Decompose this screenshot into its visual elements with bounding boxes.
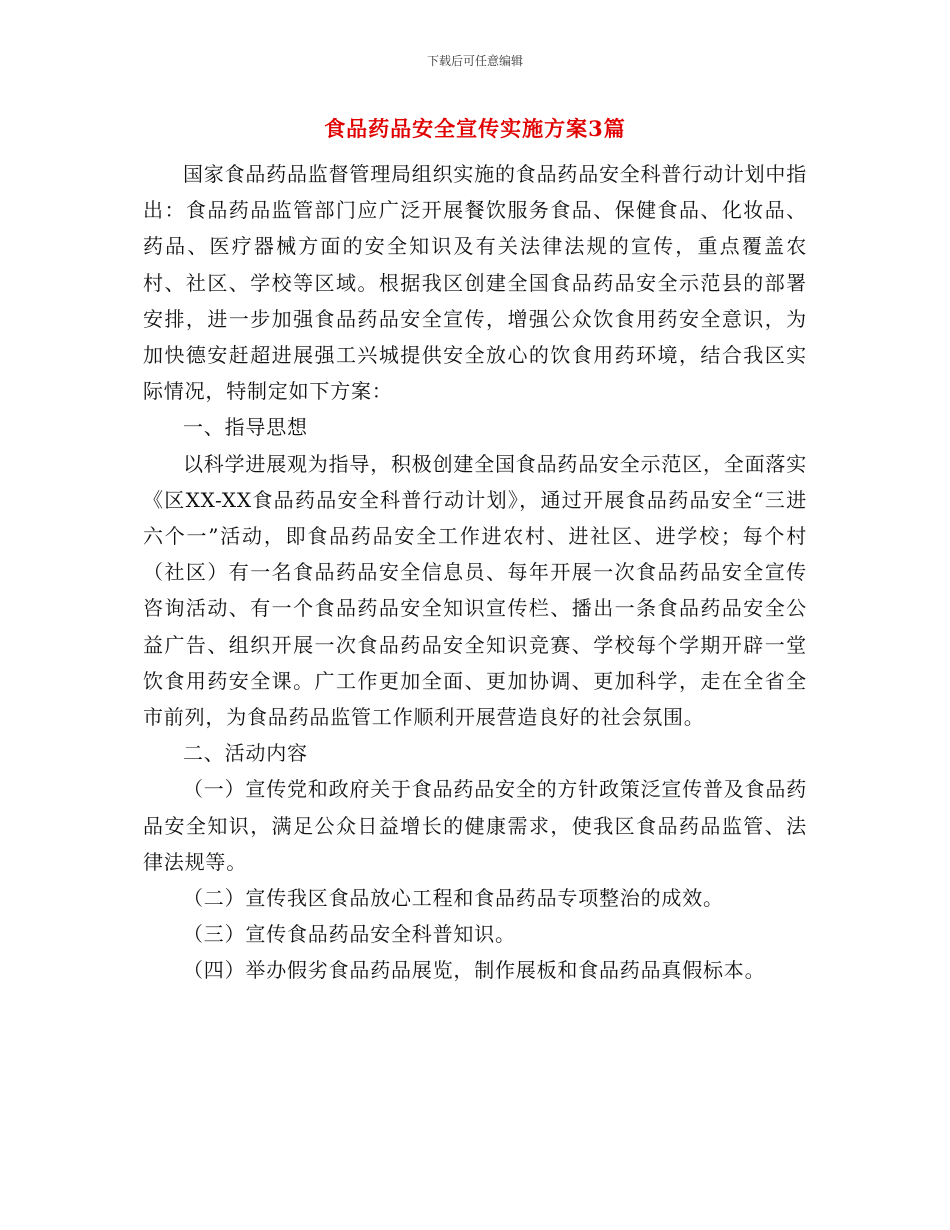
section-heading-activity-content: 二、活动内容 xyxy=(183,741,308,766)
header-note: 下载后可任意编辑 xyxy=(426,54,523,68)
paragraph-item-3: （三）宣传食品药品安全科普知识。 xyxy=(183,922,516,947)
paragraph-item-1: （一）宣传党和政府关于食品药品安全的方针政策泛宣传普及食品药品安全知识，满足公众日益增长的健康需求，使我区食品药品监管、法律法规等。 xyxy=(143,777,807,874)
document-title: 食品药品安全宣传实施方案3篇 xyxy=(324,116,626,141)
paragraph-item-4: （四）举办假劣食品药品展览，制作展板和食品药品真假标本。 xyxy=(183,958,766,983)
section-heading-guiding-ideology: 一、指导思想 xyxy=(183,415,308,440)
document-body xyxy=(143,156,807,989)
paragraph-intro: 国家食品药品监督管理局组织实施的食品药品安全科普行动计划中指出：食品药品监管部门应广泛开展餐饮服务食品、保健食品、化妆品、药品、医疗器械方面的安全知识及有关法律法规的宣传，重点覆盖农村、社区、学校等区域。根据我区创建全国食品药品安全示范县的部署安排，进一步加强食品药品安全宣传，增强公众饮食用药安全意识，为加快德安赶超进展强工兴城提供安全放心的饮食用药环境，结合我区实际情况，特制定如下方案： xyxy=(143,162,807,404)
paragraph-guiding-ideology: 以科学进展观为指导，积极创建全国食品药品安全示范区，全面落实《区XX-XX食品药品安全科普行动计划》，通过开展食品药品安全“三进六个一”活动，即食品药品安全工作进农村、进社区、进学校；每个村（社区）有一名食品药品安全信息员、每年开展一次食品药品安全宣传咨询活动、有一个食品药品安全知识宣传栏、播出一条食品药品安全公益广告、组织开展一次食品药品安全知识竞赛、学校每个学期开辟一堂饮食用药安全课。广工作更加全面、更加协调、更加科学，走在全省全市前列，为食品药品监管工作顺利开展营造良好的社会氛围。 xyxy=(143,451,807,730)
paragraph-item-2: （二）宣传我区食品放心工程和食品药品专项整治的成效。 xyxy=(183,886,724,911)
